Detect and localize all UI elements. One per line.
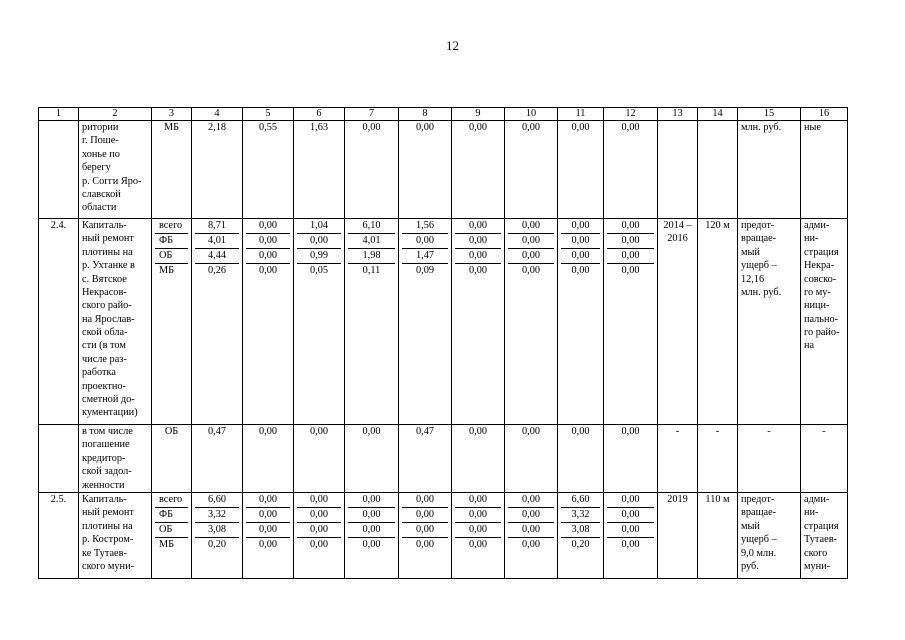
row-number-cell (39, 121, 79, 219)
funding-source-label: ФБ (155, 508, 188, 523)
amount-value: 0,00 (455, 234, 501, 249)
length-cell: 120 м (698, 219, 738, 425)
amount-value: 0,09 (415, 265, 435, 276)
amount-value: 0,00 (455, 249, 501, 264)
amount-stack-cell (452, 493, 505, 579)
amount-stack-cell (604, 219, 658, 425)
funding-source-label: всего (155, 219, 188, 234)
effect-cell: предот- вращае- мый ущерб – 12,16 млн. руб. (738, 219, 801, 425)
column-header: 8 (399, 108, 452, 121)
amount-value: 0,00 (455, 493, 501, 508)
funding-source-label: ОБ (155, 523, 188, 538)
amount-value: 1,47 (402, 249, 448, 264)
amount-value: 0,00 (607, 219, 654, 234)
amount-cell: 0,00 (558, 121, 604, 219)
amount-value: 8,71 (195, 219, 239, 234)
source-cell: МБ (152, 121, 192, 219)
effect-cell: предот- вращае- мый ущерб – 9,0 млн. руб. (738, 493, 801, 579)
amount-value: 0,00 (362, 539, 381, 550)
amount-value: 0,00 (402, 493, 448, 508)
amount-value: 1,56 (402, 219, 448, 234)
amount-value: 0,00 (521, 265, 541, 276)
amount-stack-cell (243, 219, 294, 425)
amount-value: 0,00 (455, 523, 501, 538)
column-header: 7 (345, 108, 399, 121)
info-cell: - (658, 425, 698, 493)
amount-value: 0,20 (207, 539, 227, 550)
amount-value: 0,00 (607, 523, 654, 538)
info-cell: - (698, 425, 738, 493)
amount-value: 0,00 (508, 508, 554, 523)
years-cell: 2014 – 2016 (658, 219, 698, 425)
measure-name-cell: Капиталь- ный ремонт плотины на р. Ухтанке в с. Вятское Некрасов- ского райо- на Ярослав- ской обла- сти (в том числе раз- работка проектно- сметной до- кументации) (79, 219, 152, 425)
amount-cell: 0,00 (604, 425, 658, 493)
column-header: 10 (505, 108, 558, 121)
amount-cell: 1,63 (294, 121, 345, 219)
amount-cell: 0,00 (558, 425, 604, 493)
amount-cell: 0,00 (345, 121, 399, 219)
amount-stack-cell (345, 219, 399, 425)
amount-cell: 0,00 (399, 121, 452, 219)
amount-stack-cell (192, 219, 243, 425)
source-stack-cell (152, 219, 192, 425)
amount-value: 0,00 (297, 508, 341, 523)
measure-name-cell: в том числе погашение кредитор- ской задол- женности (79, 425, 152, 493)
length-cell: 110 м (698, 493, 738, 579)
amount-value: 0,00 (297, 493, 341, 508)
amount-value: 0,00 (402, 234, 448, 249)
amount-value: 0,00 (468, 265, 488, 276)
amount-value: 0,00 (607, 234, 654, 249)
amount-value: 0,00 (508, 219, 554, 234)
amount-value: 0,00 (607, 508, 654, 523)
amount-value: 0,00 (309, 539, 329, 550)
amount-value: 0,20 (571, 539, 590, 550)
amount-value: 0,00 (508, 493, 554, 508)
amount-value: 0,00 (402, 523, 448, 538)
table-header-row (39, 108, 848, 121)
amount-value: 0,00 (521, 539, 541, 550)
amount-value: 0,00 (402, 508, 448, 523)
row-number-cell (39, 425, 79, 493)
measure-name-cell: ритории г. Поше- хонье по берегу р. Согги Яро- славской области (79, 121, 152, 219)
row-number-cell: 2.4. (39, 219, 79, 425)
executor-cell: адми- ни- страция Тутаев- ского муни- (801, 493, 848, 579)
amount-value: 4,01 (348, 234, 395, 249)
amount-value: 0,00 (348, 493, 395, 508)
row-number-cell: 2.5. (39, 493, 79, 579)
amount-value: 0,00 (455, 508, 501, 523)
amount-value: 0,05 (309, 265, 329, 276)
amount-stack-cell (452, 219, 505, 425)
column-header: 5 (243, 108, 294, 121)
info-cell: ные (801, 121, 848, 219)
amount-value: 0,00 (468, 539, 488, 550)
table-row (39, 425, 848, 493)
table-row (39, 219, 848, 425)
column-header: 2 (79, 108, 152, 121)
column-header: 3 (152, 108, 192, 121)
program-table (38, 107, 848, 579)
measure-name-cell: Капиталь- ный ремонт плотины на р. Костром- ке Тутаев- ского муни- (79, 493, 152, 579)
column-header: 14 (698, 108, 738, 121)
amount-cell: 0,00 (452, 425, 505, 493)
amount-value: 6,60 (195, 493, 239, 508)
amount-value: 0,00 (246, 249, 290, 264)
column-header: 1 (39, 108, 79, 121)
amount-value: 0,00 (246, 493, 290, 508)
info-cell: млн. руб. (738, 121, 801, 219)
amount-value: 0,00 (415, 539, 435, 550)
column-header: 4 (192, 108, 243, 121)
amount-stack-cell (345, 493, 399, 579)
funding-source-label: ФБ (155, 234, 188, 249)
amount-stack-cell (399, 219, 452, 425)
amount-stack-cell (399, 493, 452, 579)
amount-cell: 0,00 (294, 425, 345, 493)
amount-value: 4,44 (195, 249, 239, 264)
table-row (39, 493, 848, 579)
amount-value: 0,00 (607, 493, 654, 508)
funding-source-label: МБ (159, 539, 175, 550)
column-header: 9 (452, 108, 505, 121)
amount-value: 6,60 (561, 493, 600, 508)
amount-value: 0,00 (455, 219, 501, 234)
amount-value: 0,99 (297, 249, 341, 264)
info-cell (698, 121, 738, 219)
amount-value: 6,10 (348, 219, 395, 234)
amount-cell: 0,00 (505, 121, 558, 219)
amount-value: 0,00 (561, 219, 600, 234)
amount-stack-cell (294, 493, 345, 579)
info-cell: - (801, 425, 848, 493)
amount-value: 0,00 (621, 539, 640, 550)
source-cell: ОБ (152, 425, 192, 493)
amount-value: 0,00 (246, 219, 290, 234)
amount-stack-cell (505, 493, 558, 579)
column-header: 16 (801, 108, 848, 121)
executor-cell: адми- ни- страция Некра- совско- го му- ници- пально- го райо- на (801, 219, 848, 425)
amount-value: 0,00 (246, 234, 290, 249)
table-row (39, 121, 848, 219)
amount-stack-cell (604, 493, 658, 579)
amount-stack-cell (558, 219, 604, 425)
amount-value: 0,26 (207, 265, 227, 276)
amount-value: 0,00 (258, 539, 278, 550)
amount-stack-cell (294, 219, 345, 425)
amount-value: 0,00 (508, 249, 554, 264)
amount-value: 0,00 (246, 523, 290, 538)
years-cell: 2019 (658, 493, 698, 579)
amount-cell: 0,00 (604, 121, 658, 219)
column-header: 11 (558, 108, 604, 121)
amount-cell: 0,47 (399, 425, 452, 493)
amount-stack-cell (505, 219, 558, 425)
amount-value: 3,32 (195, 508, 239, 523)
funding-source-label: всего (155, 493, 188, 508)
funding-source-label: МБ (159, 265, 175, 276)
amount-value: 0,00 (561, 249, 600, 264)
amount-value: 0,00 (246, 508, 290, 523)
amount-value: 0,00 (561, 234, 600, 249)
amount-cell: 0,47 (192, 425, 243, 493)
info-cell: - (738, 425, 801, 493)
column-header: 13 (658, 108, 698, 121)
amount-value: 3,08 (195, 523, 239, 538)
amount-value: 0,00 (571, 265, 590, 276)
column-header: 15 (738, 108, 801, 121)
amount-value: 0,00 (297, 523, 341, 538)
amount-cell: 0,55 (243, 121, 294, 219)
amount-value: 3,08 (561, 523, 600, 538)
amount-value: 0,00 (348, 523, 395, 538)
amount-value: 3,32 (561, 508, 600, 523)
amount-value: 0,00 (607, 249, 654, 264)
amount-cell: 0,00 (345, 425, 399, 493)
amount-value: 0,00 (348, 508, 395, 523)
info-cell (658, 121, 698, 219)
amount-value: 0,11 (362, 265, 381, 276)
amount-cell: 0,00 (243, 425, 294, 493)
amount-value: 0,00 (508, 234, 554, 249)
column-header: 12 (604, 108, 658, 121)
amount-value: 1,04 (297, 219, 341, 234)
page-number: 12 (446, 38, 459, 53)
amount-value: 0,00 (508, 523, 554, 538)
amount-value: 4,01 (195, 234, 239, 249)
funding-source-label: ОБ (155, 249, 188, 264)
amount-cell: 0,00 (505, 425, 558, 493)
column-header: 6 (294, 108, 345, 121)
amount-cell: 2,18 (192, 121, 243, 219)
amount-cell: 0,00 (452, 121, 505, 219)
amount-value: 0,00 (621, 265, 640, 276)
amount-stack-cell (558, 493, 604, 579)
amount-stack-cell (192, 493, 243, 579)
amount-stack-cell (243, 493, 294, 579)
amount-value: 0,00 (297, 234, 341, 249)
source-stack-cell (152, 493, 192, 579)
amount-value: 0,00 (258, 265, 278, 276)
amount-value: 1,98 (348, 249, 395, 264)
